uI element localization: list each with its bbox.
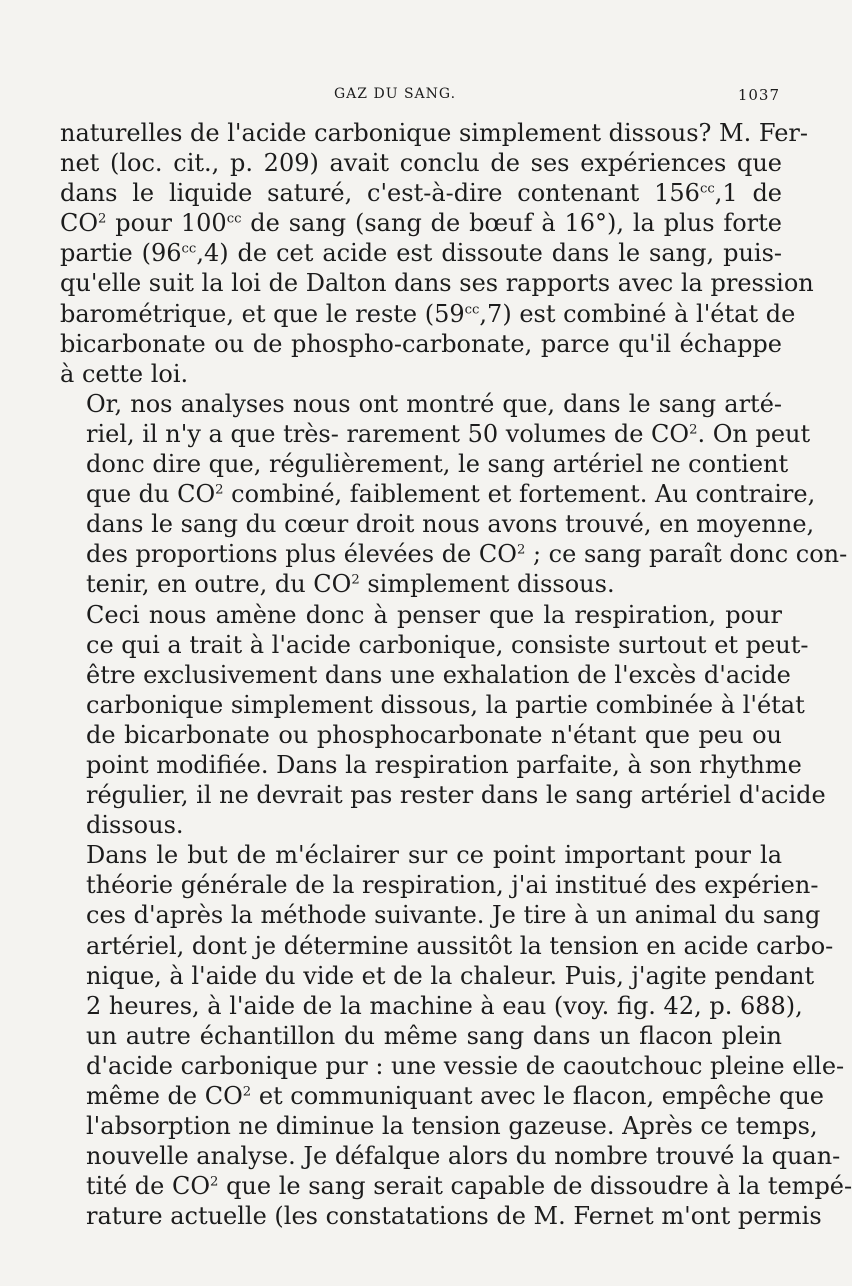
text-line: dans le liquide saturé, c'est-à-dire contenant $156^{cc},1$ de [60,179,783,208]
text-line: des proportions plus élevées de $CO^2$ ; ce sang paraît donc con- [86,540,848,569]
text-line: régulier, il ne devrait pas rester dans le sang artériel d'acide [86,781,826,810]
text-line: partie $(96^{cc},4)$ de cet acide est dissoute dans le sang, puis- [60,239,783,268]
text-line: même de $CO^2$ et communiquant avec le flacon, empêche que [86,1082,824,1110]
text-line: ces d'après la méthode suivante. Je tire à un animal du sang [86,901,821,930]
text-line: naturelles de l'acide carbonique simplement dissous? M. Fer- [60,119,808,147]
text-line: bicarbonate ou de phospho-carbonate, parce qu'il échappe [60,329,782,358]
text-line: ce qui a trait à l'acide carbonique, consiste surtout et peut- [86,630,809,659]
text-line: qu'elle suit la loi de Dalton dans ses rapports avec la pression [60,269,814,298]
text-line: dissous. [86,811,184,840]
text-line: nouvelle analyse. Je défalque alors du nombre trouvé la quan- [86,1142,841,1171]
text-line: donc dire que, régulièrement, le sang artériel ne contient [86,450,789,479]
paragraph [60,118,814,389]
running-header [60,86,780,108]
text-line: artériel, dont je détermine aussitôt la tension en acide carbo- [86,931,834,960]
text-line: que du $CO^2$ combiné, faiblement et fortement. Au contraire, [86,480,816,509]
text-line: Dans le but de m'éclairer sur ce point important pour la [86,841,782,870]
text-line: à cette loi. [60,359,189,388]
text-line: riel, il n'y a que très- rarement 50 volumes de $CO^2$. On peut [86,419,811,448]
text-line: point modifiée. Dans la respiration parfaite, à son rhythme [86,750,802,779]
text-line: 2 heures, à l'aide de la machine à eau (voy. fig. 42, p. 688), [86,991,803,1020]
text-line: Ceci nous amène donc à penser que la respiration, pour [86,600,782,629]
running-title: GAZ DU SANG. [334,86,457,102]
text-line: carbonique simplement dissous, la partie combinée à l'état [86,690,805,719]
text-line: net (loc. cit., p. 209) avait conclu de ses expériences que [60,149,782,178]
text-line: d'acide carbonique pur : une vessie de caoutchouc pleine elle- [86,1051,845,1080]
text-line: théorie générale de la respiration, j'ai institué des expérien- [86,871,819,900]
text-line: barométrique, et que le reste $(59^{cc},7)$ est combiné à l'état de [60,299,796,328]
body-text [60,118,852,1231]
paragraph [60,840,852,1231]
page-number: 1037 [737,86,780,104]
text-line: être exclusivement dans une exhalation de l'excès d'acide [86,660,791,689]
text-line: Or, nos analyses nous ont montré que, dans le sang arté- [86,389,782,418]
text-line: l'absorption ne diminue la tension gazeuse. Après ce temps, [86,1112,818,1141]
paragraph [60,600,826,841]
text-line: de bicarbonate ou phosphocarbonate n'étant que peu ou [86,720,782,749]
paragraph [60,389,848,600]
text-line: un autre échantillon du même sang dans un flacon plein [86,1021,782,1050]
text-line: tité de $CO^2$ que le sang serait capable de dissoudre à la tempé- [86,1172,852,1201]
text-line: nique, à l'aide du vide et de la chaleur. Puis, j'agite pendant [86,961,815,990]
text-line: $CO^2$ pour $100^{cc}$ de sang (sang de bœuf à 16°), la plus forte [60,209,783,238]
text-line: dans le sang du cœur droit nous avons trouvé, en moyenne, [86,510,815,539]
text-line: tenir, en outre, du $CO^2$ simplement dissous. [86,570,615,599]
text-line: rature actuelle (les constatations de M. Fernet m'ont permis [86,1202,822,1231]
